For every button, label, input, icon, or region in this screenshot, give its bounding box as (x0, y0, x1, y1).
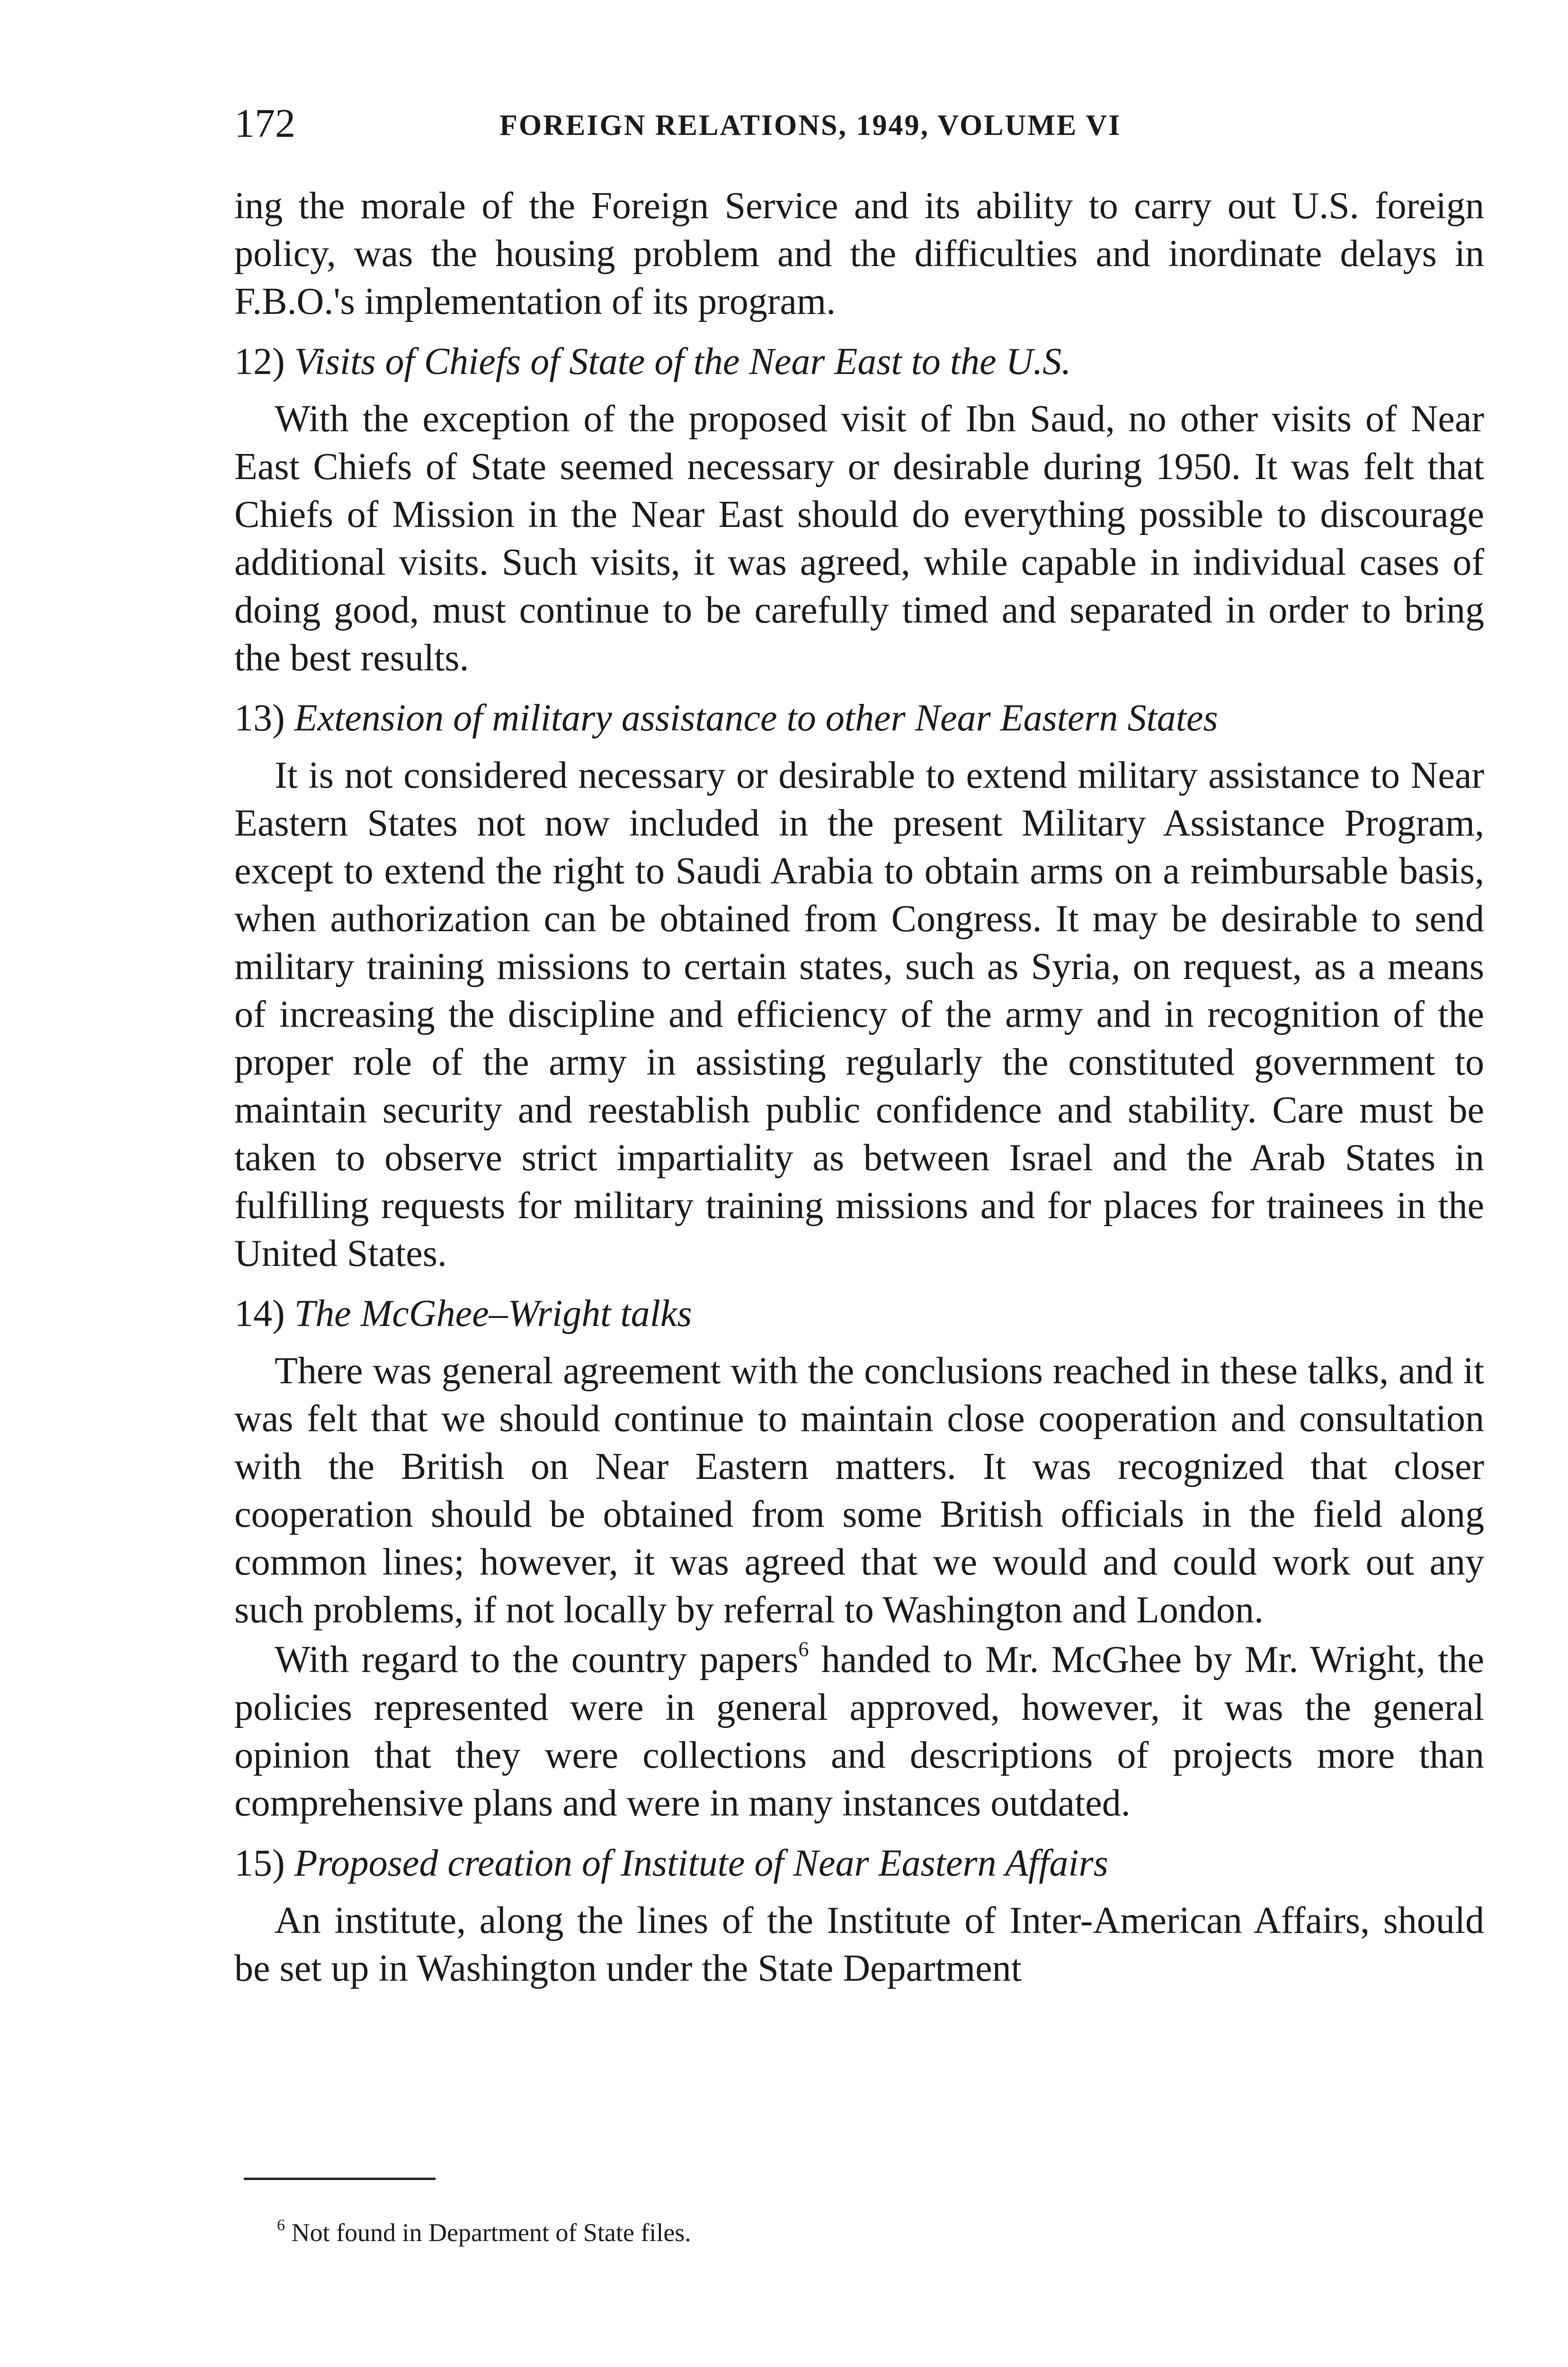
section-12-number: 12) (234, 341, 285, 383)
section-12-paragraph: With the exception of the proposed visit of Ibn Saud, no other visits of Near East Chiefs of State seemed necessary or desirable during 1950. It was felt that Chiefs of Mission in the Near East should do everything possible to discourage additional visits. Such visits, it was agreed, while capable in individual cases of doing good, must continue to be carefully timed and separated in order to bring the best results. (234, 398, 1484, 679)
section-14-number: 14) (234, 1293, 285, 1335)
section-13-title: Extension of military assistance to other Near Eastern States (294, 697, 1218, 739)
body-text (234, 182, 1484, 1993)
section-15-number: 15) (234, 1842, 285, 1884)
section-15-title: Proposed creation of Institute of Near Eastern Affairs (294, 1842, 1108, 1884)
section-14-paragraph-2 (234, 1636, 1484, 1827)
section-14-paragraph-2-start: With regard to the country papers (275, 1639, 799, 1681)
intro-paragraph: ing the morale of the Foreign Service and its ability to carry out U.S. foreign policy, was the housing problem and the difficulties and inordinate delays in F.B.O.'s implementation of its program. (234, 185, 1484, 322)
section-14-title: The McGhee–Wright talks (294, 1293, 692, 1335)
section-13-paragraph: It is not considered necessary or desirable to extend military assistance to Near Eastern States not now included in the present Military Assistance Program, except to extend the right to Saudi Arabia to obtain arms on a reimbursable basis, when authorization can be obtained from Congress. It may be desirable to send military training missions to certain states, such as Syria, on request, as a means of increasing the discipline and efficiency of the army and in recognition of the proper role of the army in assisting regularly the constituted government to maintain security and reestablish public confidence and stability. Care must be taken to observe strict impartiality as between Israel and the Arab States in fulfilling requests for military training missions and for places for trainees in the United States. (234, 755, 1484, 1274)
footnote-6-text: Not found in Department of State files. (291, 2218, 691, 2247)
section-15-paragraph: An institute, along the lines of the Institute of Inter-American Affairs, should be set up in Washington under the State Department (234, 1900, 1484, 1989)
section-14-heading (234, 1290, 1484, 1338)
running-head (234, 97, 1484, 149)
section-13-number: 13) (234, 697, 285, 739)
section-14-paragraph-1: There was general agreement with the conclusions reached in these talks, and it was felt that we should continue to maintain close cooperation and consultation with the British on Near Eastern matters. It was recognized that closer cooperation should be obtained from some British officials in the field along common lines; however, it was agreed that we would and could work out any such problems, if not locally by referral to Washington and London. (234, 1350, 1484, 1631)
section-13-heading (234, 694, 1484, 742)
section-12-title: Visits of Chiefs of State of the Near East to the U.S. (294, 341, 1071, 383)
footnote-6-reference[interactable]: 6 (798, 1637, 809, 1661)
footnote-6-marker: 6 (277, 2216, 285, 2234)
section-15-heading (234, 1840, 1484, 1887)
running-title: FOREIGN RELATIONS, 1949, VOLUME VI (499, 109, 1122, 142)
page-number: 172 (234, 100, 295, 146)
section-14-paragraph-2-end: handed to Mr. McGhee by Mr. Wright, the policies represented were in general approved, however, it was the general opinion that they were collections and descriptions of projects more than comprehensive plans and were in many instances outdated. (234, 1639, 1484, 1824)
section-12-heading (234, 338, 1484, 386)
footnote-divider (244, 2178, 436, 2180)
footnote-6 (277, 2208, 691, 2251)
